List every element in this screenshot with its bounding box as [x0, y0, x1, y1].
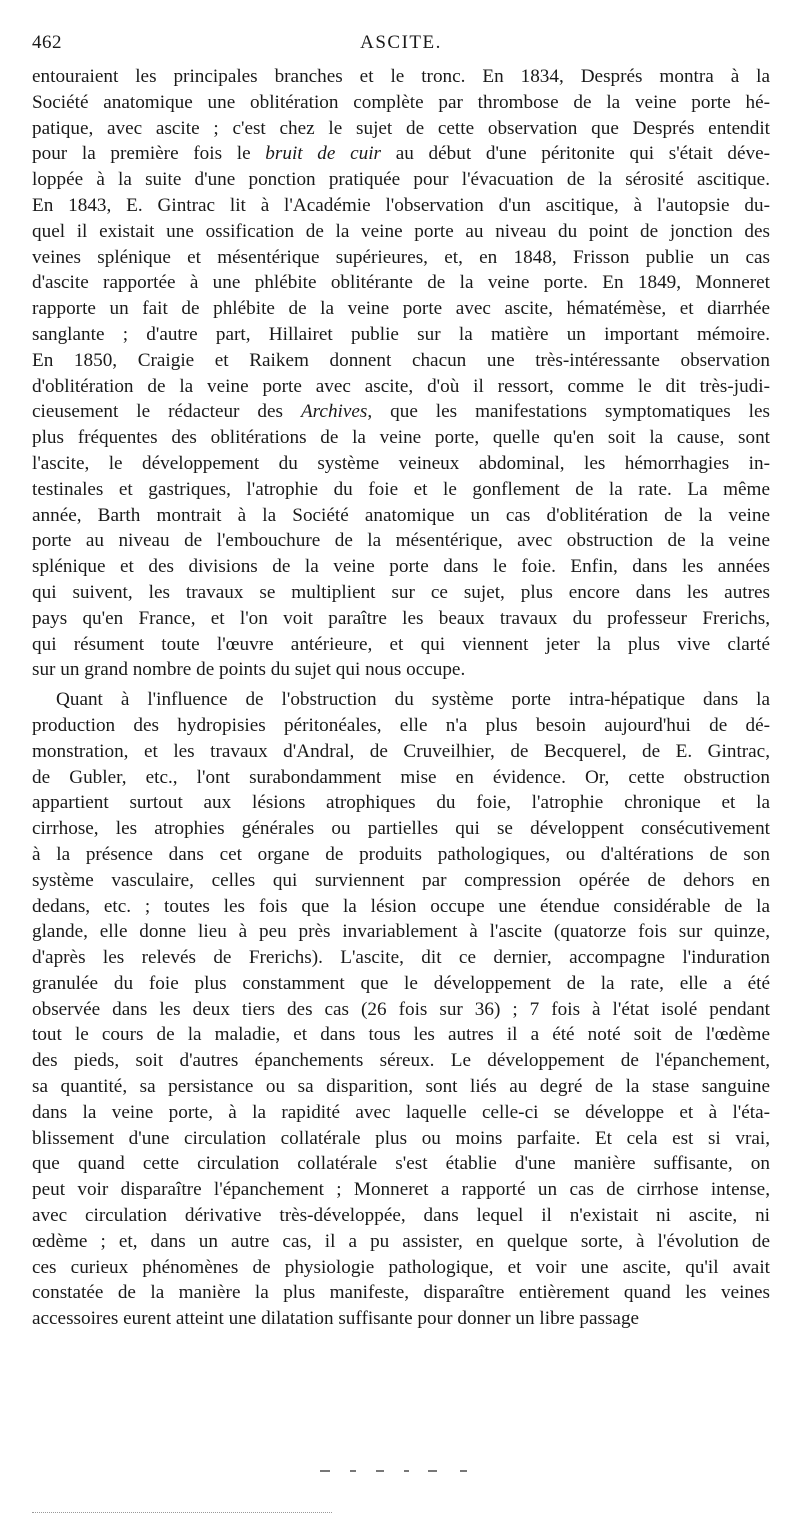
text-line: l'ascite, le développement du système veineux abdominal, les hémorrhagies in-	[32, 452, 770, 474]
text-line: Quant à l'influence de l'obstruction du système porte intra-hépatique dans la	[56, 689, 770, 711]
text-line: testinales et gastriques, l'atrophie du foie et le gonflement de la rate. La même	[32, 478, 770, 500]
text-line: d'oblitération de la veine porte avec ascite, d'où il ressort, comme le dit très-judi-	[32, 375, 770, 397]
footer-specks	[320, 1466, 490, 1478]
text-line: patique, avec ascite ; c'est chez le sujet de cette observation que Després entendit	[32, 117, 770, 139]
text-line: entouraient les principales branches et le tronc. En 1834, Després montra à la	[32, 66, 770, 87]
page-header	[32, 28, 770, 58]
text-line: qui résument toute l'œuvre antérieure, et qui viennent jeter la plus vive clarté	[32, 633, 770, 655]
text-line: appartient surtout aux lésions atrophiques du foie, l'atrophie chronique et la	[32, 792, 770, 814]
text-line: constatée de la manière la plus manifeste, disparaître entièrement quand les veines	[32, 1282, 770, 1304]
text-line: dans la veine porte, à la rapidité avec laquelle celle-ci se développe et à l'éta-	[32, 1101, 770, 1123]
text-line: observée dans les deux tiers des cas (26 fois sur 36) ; 7 fois à l'état isolé pendant	[32, 998, 770, 1020]
text-line: d'après les relevés de Frerichs). L'ascite, dit ce dernier, accompagne l'induration	[32, 947, 770, 969]
text-line: pour la première fois le bruit de cuir au début d'une péritonite qui s'était déve-	[32, 143, 770, 165]
text-line: veines splénique et mésentérique supérieures, et, en 1848, Frisson publie un cas	[32, 246, 770, 268]
text-line: peut voir disparaître l'épanchement ; Monneret a rapporté un cas de cirrhose intense,	[32, 1179, 770, 1201]
text-line: tout le cours de la maladie, et dans tous les autres il a été noté soit de l'œdème	[32, 1024, 770, 1046]
text-line: porte au niveau de l'embouchure de la mésentérique, avec obstruction de la veine	[32, 530, 770, 552]
text-line: des pieds, soit d'autres épanchements séreux. Le développement de l'épanchement,	[32, 1050, 770, 1072]
text-line: loppée à la suite d'une ponction pratiquée pour l'évacuation de la sérosité ascitique.	[32, 169, 770, 191]
book-page	[32, 28, 770, 1332]
page-number: 462	[32, 32, 62, 53]
text-line: pays qu'en France, et l'on voit paraître les beaux travaux du professeur Frerichs,	[32, 607, 770, 629]
text-line: plus fréquentes des oblitérations de la veine porte, quelle qu'en soit la cause, sont	[32, 427, 770, 449]
text-line: d'ascite rapportée à une phlébite oblitérante de la veine porte. En 1849, Monneret	[32, 272, 770, 294]
text-line: dedans, etc. ; toutes les fois que la lésion occupe une étendue considérable de la	[32, 895, 770, 917]
text-line: ces curieux phénomènes de physiologie pathologique, et voir une ascite, qu'il avait	[32, 1256, 770, 1278]
paragraph-history	[32, 64, 770, 683]
text-line: splénique et des divisions de la veine porte dans le foie. Enfin, dans les années	[32, 556, 770, 578]
text-line: glande, elle donne lieu à peu près invariablement à l'ascite (quatorze fois sur quinze,	[32, 921, 770, 943]
text-line: sanglante ; d'autre part, Hillairet publie sur la matière un important mémoire.	[32, 323, 770, 345]
running-title: ASCITE.	[360, 32, 442, 53]
text-line: production des hydropisies péritonéales, elle n'a plus besoin aujourd'hui de dé-	[32, 714, 770, 736]
text-line: année, Barth montrait à la Société anatomique un cas d'oblitération de la veine	[32, 504, 770, 526]
text-line: que quand cette circulation collatérale s'est établie d'une manière suffisante, on	[32, 1153, 770, 1175]
text-line: avec circulation dérivative très-développée, dans lequel il n'existait ni ascite, ni	[32, 1205, 770, 1227]
text-line: œdème ; et, dans un autre cas, il a pu assister, en quelque sorte, à l'évolution de	[32, 1230, 770, 1252]
text-line: rapporte un fait de phlébite de la veine porte avec ascite, hématémèse, et diarrhée	[32, 298, 770, 320]
text-line: monstration, et les travaux d'Andral, de Cruveilhier, de Becquerel, de E. Gintrac,	[32, 740, 770, 762]
text-line: granulée du foie plus constamment que le développement de la rate, elle a été	[32, 972, 770, 994]
text-line: En 1850, Craigie et Raikem donnent chacun une très-intéressante observation	[32, 349, 770, 371]
text-line: cirrhose, les atrophies générales ou partielles qui se développent consécutivement	[32, 818, 770, 840]
text-line: sa quantité, sa persistance ou sa disparition, sont liés au degré de la stase sanguine	[32, 1076, 770, 1098]
paragraph-portal-obstruction	[32, 687, 770, 1332]
text-line: Société anatomique une oblitération complète par thrombose de la veine porte hé-	[32, 91, 770, 113]
text-line: accessoires eurent atteint une dilatation suffisante pour donner un libre passage	[32, 1308, 640, 1330]
text-line: quel il existait une ossification de la veine porte au niveau du point de jonction des	[32, 220, 770, 242]
text-line: de Gubler, etc., l'ont surabondamment mise en évidence. Or, cette obstruction	[32, 766, 770, 788]
footer-rule	[32, 1512, 332, 1513]
text-line: cieusement le rédacteur des Archives, que les manifestations symptomatiques les	[32, 401, 771, 423]
text-line: qui suivent, les travaux se multiplient sur ce sujet, plus encore dans les autres	[32, 581, 770, 603]
text-line: à la présence dans cet organe de produits pathologiques, ou d'altérations de son	[32, 843, 770, 865]
text-line: En 1843, E. Gintrac lit à l'Académie l'observation d'un ascitique, à l'autopsie du-	[32, 194, 770, 216]
text-line: sur un grand nombre de points du sujet qui nous occupe.	[32, 659, 466, 681]
page-body	[32, 64, 770, 1332]
text-line: blissement d'une circulation collatérale plus ou moins parfaite. Et cela est si vrai,	[32, 1127, 770, 1149]
text-line: système vasculaire, celles qui surviennent par compression opérée de dehors en	[32, 869, 770, 891]
